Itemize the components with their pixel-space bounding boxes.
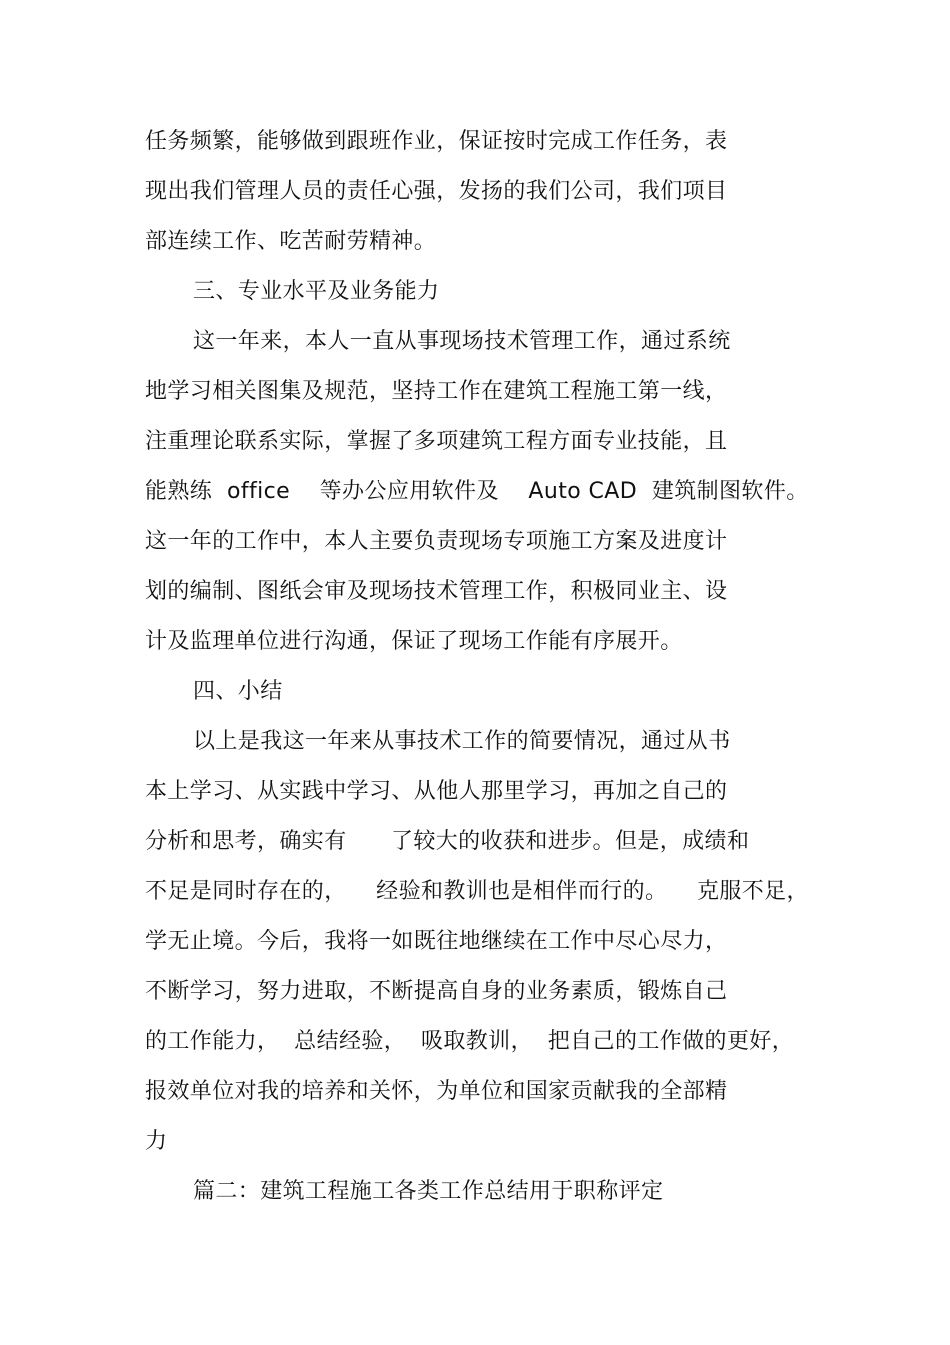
text-line: 现出我们管理人员的责任心强，发扬的我们公司，我们项目 — [145, 179, 728, 204]
text-line: 能熟练 office 等办公应用软件及 Auto CAD 建筑制图软件。 — [145, 479, 809, 504]
text-line: 划的编制、图纸会审及现场技术管理工作，积极同业主、设 — [145, 579, 728, 604]
text-line: 这一年的工作中，本人主要负责现场专项施工方案及进度计 — [145, 529, 728, 554]
section-heading: 三、专业水平及业务能力 — [193, 279, 440, 304]
text-line: 学无止境。今后，我将一如既往地继续在工作中尽心尽力， — [145, 929, 728, 954]
text-line: 部连续工作、吃苦耐劳精神。 — [145, 229, 437, 254]
text-line: 力 — [145, 1129, 168, 1154]
text-line: 地学习相关图集及规范，坚持工作在建筑工程施工第一线， — [145, 379, 728, 404]
text-line: 不断学习，努力进取，不断提高自身的业务素质，锻炼自己 — [145, 979, 728, 1004]
text-line: 不足是同时存在的， 经验和教训也是相伴而行的。 克服不足， — [145, 879, 809, 904]
section-heading: 篇二：建筑工程施工各类工作总结用于职称评定 — [193, 1179, 664, 1204]
text-line: 注重理论联系实际，掌握了多项建筑工程方面专业技能，且 — [145, 429, 728, 454]
text-line: 的工作能力， 总结经验， 吸取教训， 把自己的工作做的更好， — [145, 1029, 795, 1054]
text-line: 分析和思考，确实有 了较大的收获和进步。但是，成绩和 — [145, 829, 750, 854]
text-line: 报效单位对我的培养和关怀，为单位和国家贡献我的全部精 — [145, 1079, 728, 1104]
text-line: 这一年来，本人一直从事现场技术管理工作，通过系统 — [193, 329, 731, 354]
text-line: 以上是我这一年来从事技术工作的简要情况，通过从书 — [193, 729, 731, 754]
text-line: 任务频繁，能够做到跟班作业，保证按时完成工作任务，表 — [145, 129, 728, 154]
text-line: 本上学习、从实践中学习、从他人那里学习，再加之自己的 — [145, 779, 728, 804]
text-line: 计及监理单位进行沟通，保证了现场工作能有序展开。 — [145, 629, 683, 654]
section-heading: 四、小结 — [193, 679, 283, 704]
